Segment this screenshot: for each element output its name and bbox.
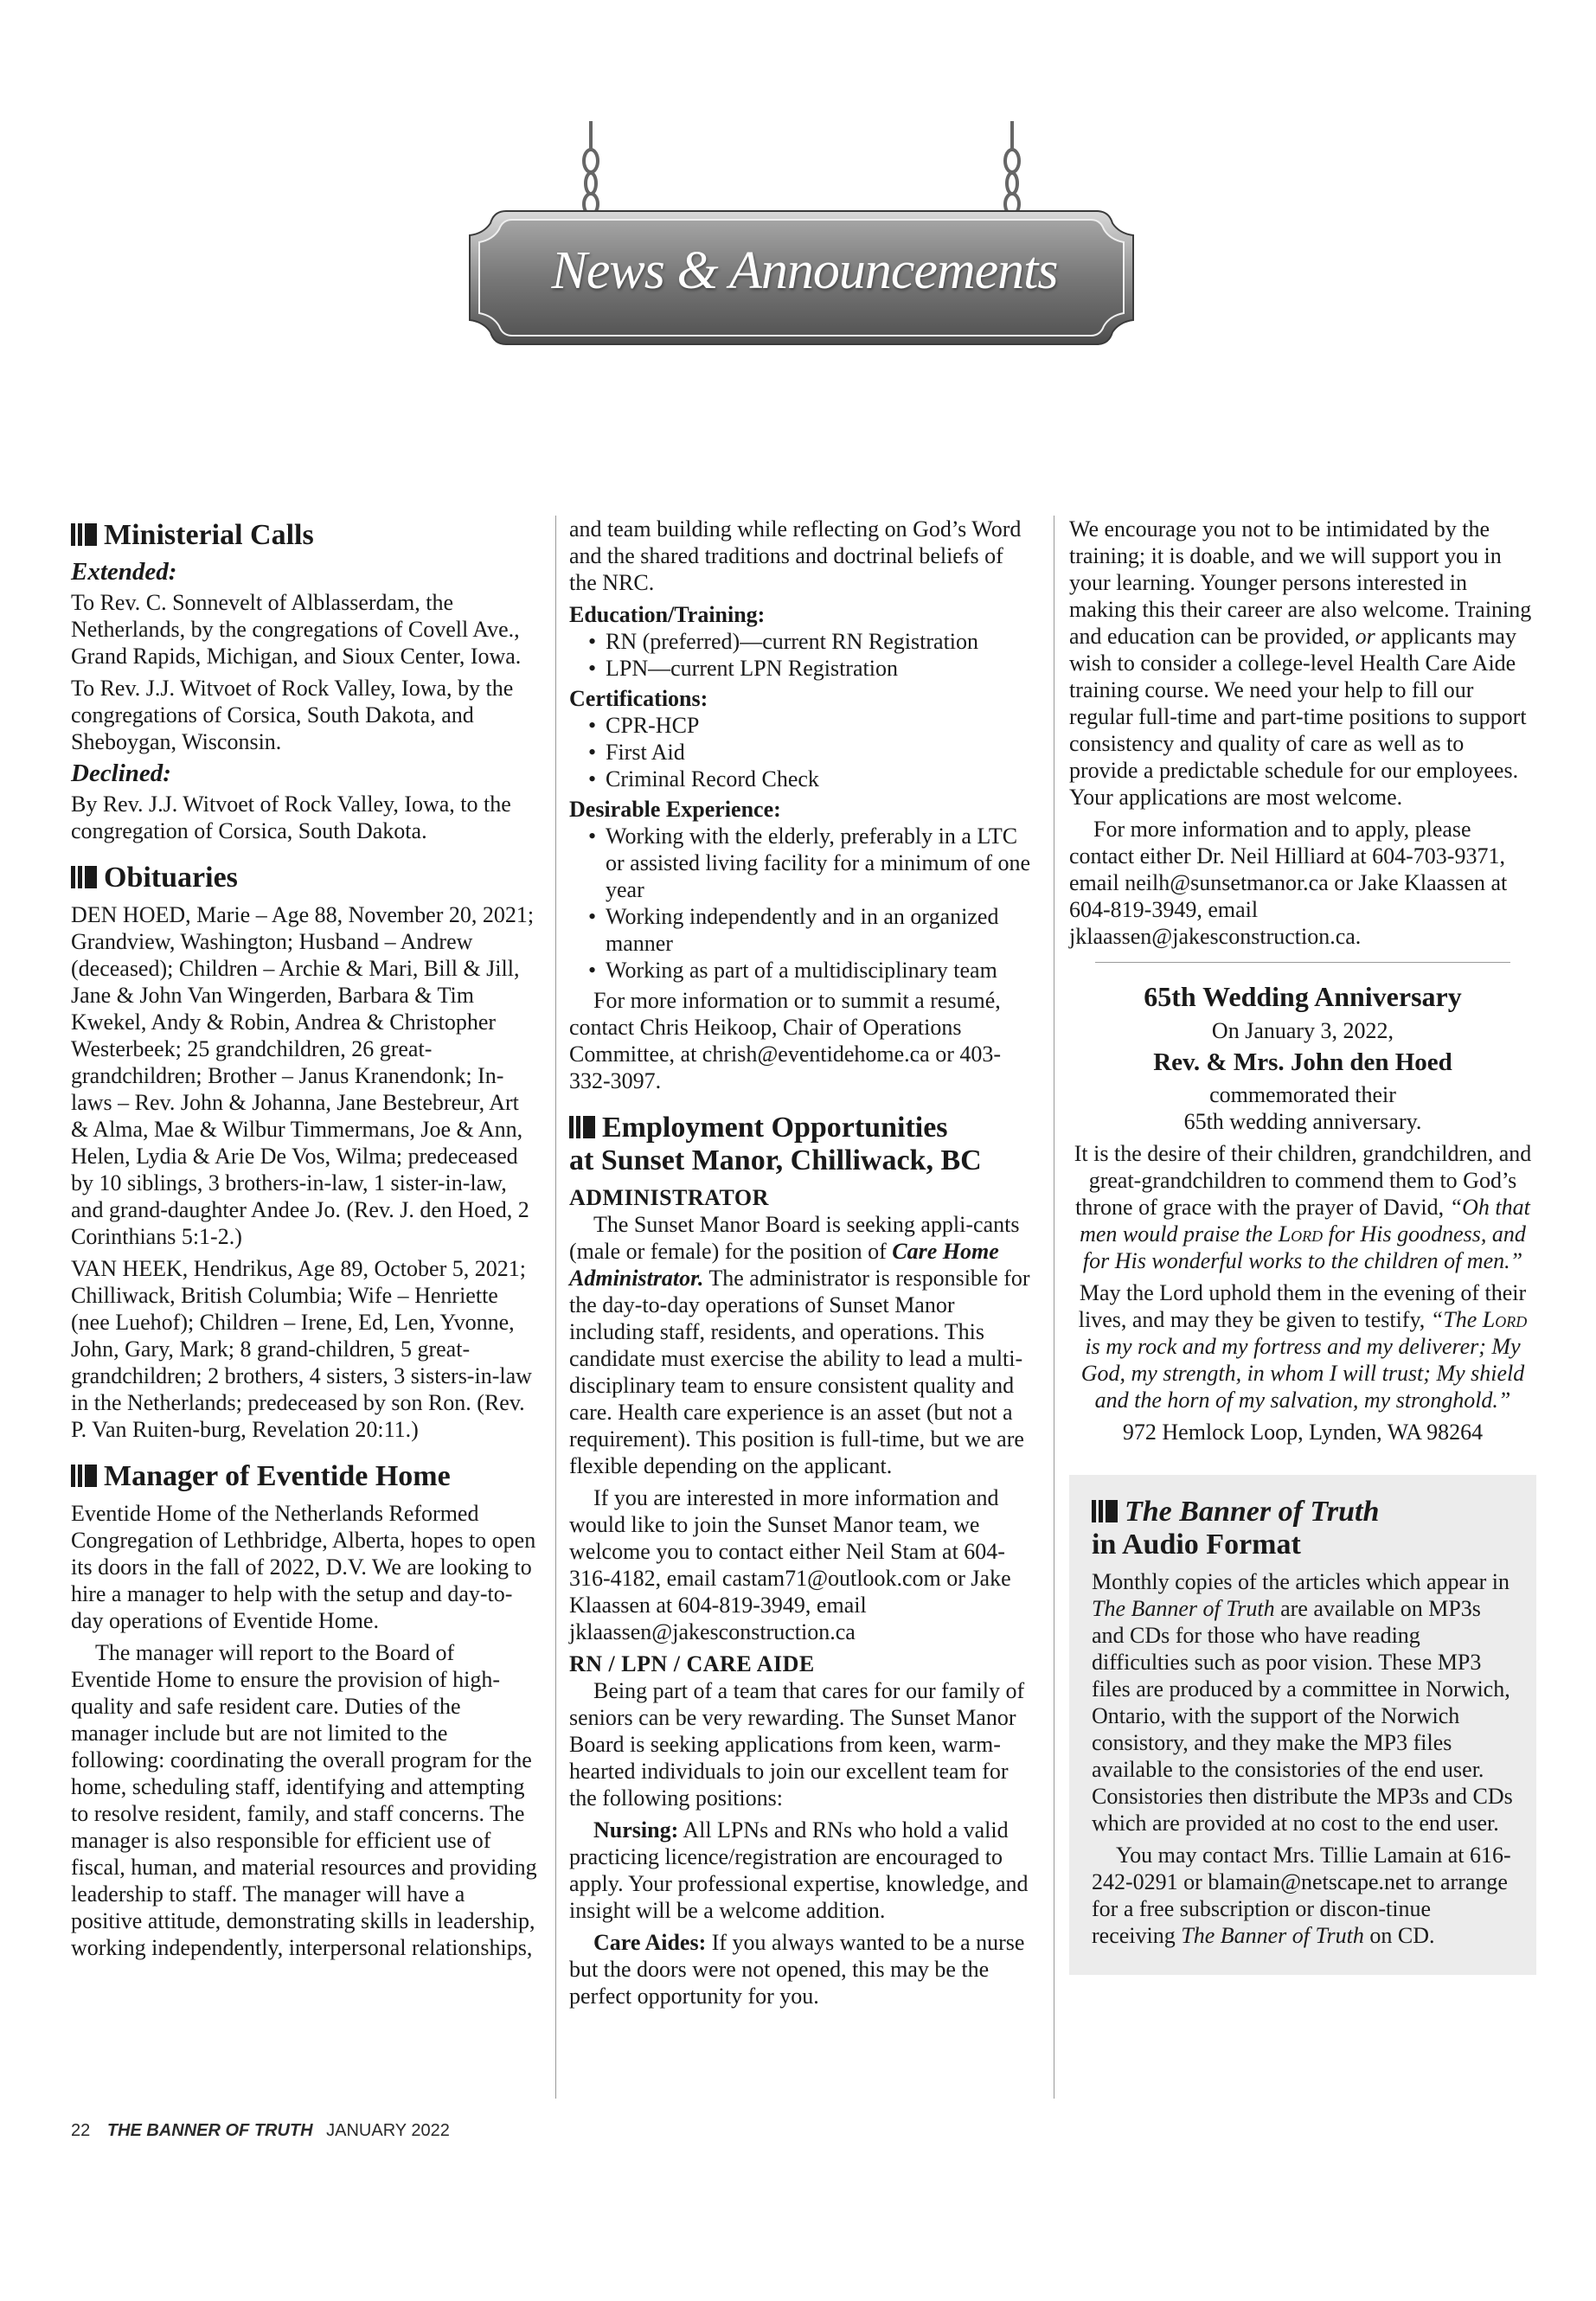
- section-marker-icon: [569, 1116, 595, 1138]
- list-item: • Working independently and in an organized manner: [588, 903, 1036, 957]
- publication-name: THE BANNER OF TRUTH: [106, 2121, 313, 2140]
- rn-lpn-label: RN / LPN / CARE AIDE: [569, 1651, 815, 1676]
- page-footer: [71, 2121, 450, 2141]
- column-left: [71, 516, 538, 1966]
- page-number: 22: [71, 2121, 91, 2140]
- right-chain: [1005, 121, 1019, 215]
- column-divider: [555, 516, 556, 2099]
- divider: [1095, 962, 1510, 963]
- education-list: [569, 628, 1036, 682]
- list-item: • CPR-HCP: [588, 712, 1036, 739]
- section-marker-icon: [71, 1465, 97, 1487]
- experience-list: [569, 823, 1036, 984]
- column-right: [1069, 516, 1536, 1975]
- ministerial-calls-heading: Ministerial Calls: [71, 519, 538, 552]
- audio-format-box: [1069, 1475, 1536, 1975]
- section-marker-icon: [71, 523, 97, 546]
- section-marker-icon: [1092, 1500, 1118, 1522]
- experience-label: Desirable Experience:: [569, 797, 781, 822]
- eventide-paragraph-2: The manager will report to the Board of Eventide Home to ensure the provision of high-quality and safe resident care. Duties of the manager include but are not limited to the following: coordinating the overall program for the home, scheduling staff, identifying and attempting to resolve resident, family, and staff concerns. The manager is also responsible for efficient use of fiscal, human, and material resources and providing leadership to staff. The manager will have a positive attitude, demonstrating skills in leadership, working independently, interpersonal relationships,: [71, 1640, 537, 1960]
- header-sign: [0, 0, 1596, 363]
- anniversary-names: Rev. & Mrs. John den Hoed: [1153, 1048, 1452, 1076]
- list-item: • First Aid: [588, 739, 1036, 766]
- certifications-list: [569, 712, 1036, 792]
- administrator-label: ADMINISTRATOR: [569, 1185, 769, 1210]
- obituary-van-heek: VAN HEEK, Hendrikus, Age 89, October 5, 2021; Chilliwack, British Columbia; Wife – Henriette (nee Luehof); Children – Irene, Ed, Len, Yvonne, John, Gary, Mark; 8 grand-children, 5 great-grandchildren; 2 brothers, 4 sisters, 3 sisters-in-law in the Netherlands; predeceased by son Ron. (Rev. P. Van Ruiten-burg, Revelation 20:11.): [71, 1256, 532, 1442]
- issue-date: JANUARY 2022: [326, 2121, 450, 2140]
- list-item: • Criminal Record Check: [588, 766, 1036, 792]
- call-declined: By Rev. J.J. Witvoet of Rock Valley, Iowa, to the congregation of Corsica, South Dakota.: [71, 792, 511, 843]
- list-item: • Working with the elderly, preferably in a LTC or assisted living facility for a minimum of one year: [588, 823, 1036, 903]
- extended-label: Extended:: [71, 558, 177, 586]
- care-aides-paragraph: Care Aides: If you always wanted to be a nurse but the doors were not opened, this may be the perfect opportunity for you.: [569, 1930, 1025, 2009]
- nursing-paragraph: Nursing: All LPNs and RNs who hold a valid practicing licence/registration are encouraged to apply. Your professional expertise, knowledge, and insight will be a welcome addition.: [569, 1817, 1029, 1923]
- audio-paragraph-1: Monthly copies of the articles which appear in The Banner of Truth are available on MP3s and CDs for those who have reading difficulties such as poor vision. These MP3 files are produced by a committee in Norwich, Ontario, with the support of the Norwich consistory, and they make the MP3 files available to the consistories of the end user. Consistories then distribute the MP3s and CDs which are provided at no cost to the end user.: [1092, 1569, 1513, 1836]
- administrator-paragraph-2: If you are interested in more information and would like to join the Sunset Manor team, we welcome you to contact either Neil Stam at 604-316-4182, email castam71@outlook.com or Jake Klaassen at 604-819-3949, email jklaassen@jakesconstruction.ca: [569, 1485, 1011, 1644]
- certifications-label: Certifications:: [569, 686, 708, 711]
- audio-heading: The Banner of Truth in Audio Format: [1092, 1496, 1380, 1561]
- obituary-den-hoed: DEN HOED, Marie – Age 88, November 20, 2021; Grandview, Washington; Husband – Andrew (deceased); Children – Archie & Mari, Bill & Jill, Jane & John Van Wingerden, Barbara & Tim Kwekel, Andy & Robin, Andrea & Christopher Westerbeek; 25 grandchildren, 26 great-grandchildren; Brother – Janus Kranendonk; In-laws – Rev. John & Johanna, Jane Bestebreur, Art & Alma, Mae & Wilbur Timmermans, Joe & Ann, Helen, Lydia & Arie De Vos, Wilma; predeceased by 10 siblings, 3 brothers-in-law, 1 sister-in-law, and grand-daughter Andee Jo. (Rev. J. den Hoed, 2 Corinthians 5:1-2.): [71, 902, 535, 1249]
- list-item: • LPN—current LPN Registration: [588, 655, 1036, 682]
- obituaries-heading: Obituaries: [71, 862, 538, 894]
- list-item: • Working as part of a multidisciplinary team: [588, 957, 1036, 984]
- anniversary-date: On January 3, 2022,: [1211, 1018, 1394, 1043]
- declined-label: Declined:: [71, 760, 171, 787]
- left-chain: [584, 121, 598, 215]
- section-marker-icon: [71, 866, 97, 888]
- section-title: News & Announcements: [551, 241, 1058, 300]
- column-middle: [569, 516, 1036, 2015]
- employment-heading: Employment Opportunities at Sunset Manor, Chilliwack, BC: [569, 1112, 982, 1176]
- list-item: • RN (preferred)—current RN Registration: [588, 628, 1036, 655]
- education-label: Education/Training:: [569, 602, 766, 627]
- care-aide-contact: For more information and to apply, please contact either Dr. Neil Hilliard at 604-703-9371, email neilh@sunsetmanor.ca or Jake Klaassen at 604-819-3949, email jklaassen@jakesconstruction.ca.: [1069, 817, 1508, 949]
- care-aide-paragraph-2: We encourage you not to be intimidated by the training; it is doable, and we will support you in your learning. Younger persons interested in making this their career are also welcome. Training and education can be provided, or applicants may wish to consider a college-level Health Care Aide training course. We need your help to fill our regular full-time and part-time positions to support consistency and quality of care as well as to provide a predictable schedule for our employees. Your applications are most welcome.: [1069, 516, 1532, 810]
- rn-paragraph-1: Being part of a team that cares for our family of seniors can be very rewarding. The Sunset Manor Board is seeking applications from keen, warm-hearted individuals to join our excellent team for the following positions:: [569, 1678, 1025, 1811]
- anniversary-address: 972 Hemlock Loop, Lynden, WA 98264: [1122, 1420, 1484, 1445]
- eventide-heading: Manager of Eventide Home: [71, 1460, 538, 1493]
- anniversary-prayer: It is the desire of their children, grandchildren, and great-grandchildren to commend them to God’s throne of grace with the prayer of David, “Oh that men would praise the Lord for His goodness, and for His wonderful works to the children of men.”: [1074, 1141, 1532, 1273]
- eventide-paragraph-1: Eventide Home of the Netherlands Reformed Congregation of Lethbridge, Alberta, hopes to open its doors in the fall of 2022, D.V. We are looking to hire a manager to help with the setup and day-to-day operations of Eventide Home.: [71, 1501, 536, 1633]
- anniversary-line-1: commemorated their: [1209, 1082, 1396, 1107]
- anniversary-heading: 65th Wedding Anniversary: [1144, 981, 1462, 1012]
- audio-paragraph-2: You may contact Mrs. Tillie Lamain at 616-242-0291 or blamain@netscape.net to arrange for a free subscription or discon-tinue receiving The Banner of Truth on CD.: [1092, 1843, 1511, 1948]
- call-extended-2: To Rev. J.J. Witvoet of Rock Valley, Iowa, by the congregations of Corsica, South Dakota, and Sheboygan, Wisconsin.: [71, 676, 514, 754]
- eventide-contact: For more information or to summit a resumé, contact Chris Heikoop, Chair of Operations Committee, at chrish@eventidehome.ca or 403-332-3097.: [569, 988, 1002, 1093]
- eventide-continued: and team building while reflecting on God’s Word and the shared traditions and doctrinal beliefs of the NRC.: [569, 516, 1022, 595]
- hanging-sign-graphic: [0, 0, 1596, 363]
- anniversary-testimony: May the Lord uphold them in the evening of their lives, and may they be given to testify, “The Lord is my rock and my fortress and my deliverer; My God, my strength, in whom I will trust; My shield and the horn of my salvation, my stronghold.”: [1078, 1280, 1528, 1413]
- anniversary-line-2: 65th wedding anniversary.: [1183, 1109, 1422, 1134]
- administrator-paragraph-1: The Sunset Manor Board is seeking appli-cants (male or female) for the position of Care Home Administrator. The administrator is responsible for the day-to-day operations of Sunset Manor including staff, residents, and operations. This candidate must exercise the ability to lead a multi-disciplinary team to ensure consistent quality and care. Health care experience is an asset (but not a requirement). This position is full-time, but we are flexible depending on the applicant.: [569, 1212, 1030, 1478]
- call-extended-1: To Rev. C. Sonnevelt of Alblasserdam, the Netherlands, by the congregations of Covell Ave., Grand Rapids, Michigan, and Sioux Center, Iowa.: [71, 590, 522, 669]
